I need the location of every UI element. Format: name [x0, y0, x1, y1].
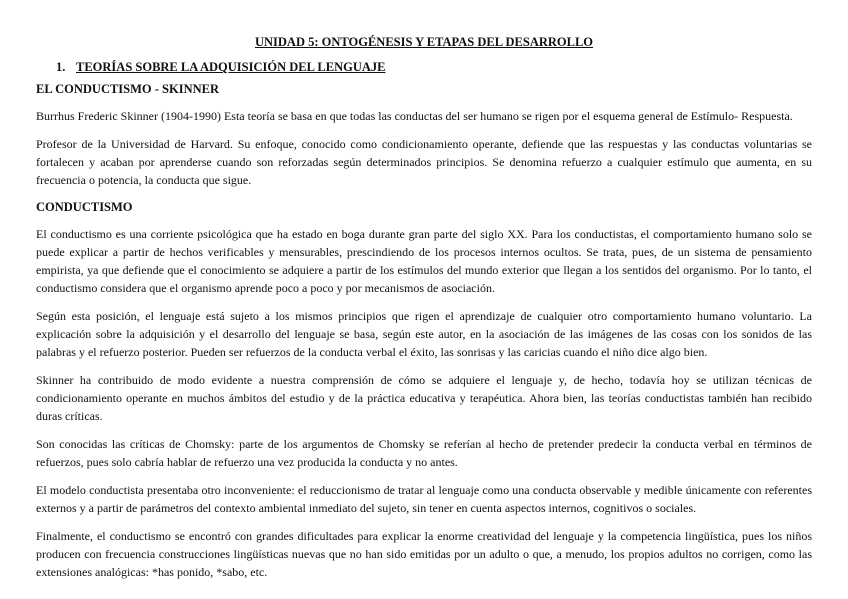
paragraph-conductismo-creatividad: Finalmente, el conductismo se encontró con grandes dificultades para explicar la enorme creatividad del lenguaje y la competencia lingüística, pues los niños producen con frecuencia construcciones lingüísticas nuevas que no han sido emitidas por un adulto o que, a menudo, los propios adultos no corrigen, como las extensiones analógicas: *has ponido, *sabo, etc. — [36, 529, 812, 579]
section-title-text: TEORÍAS SOBRE LA ADQUISICIÓN DEL LENGUAJE — [76, 60, 386, 74]
paragraph-conductismo-definition: El conductismo es una corriente psicológica que ha estado en boga durante gran parte del siglo XX. Para los conductistas, el comportamiento humano solo se puede explicar a partir de hechos verificables y mensurables, prescindiendo de los procesos internos ocultos. Se trata, pues, de un sistema de pensamiento empirista, ya que defiende que el conocimiento se adquiere a partir de los estímulos del mundo exterior que llegan a los sentidos del organismo. Por lo tanto, el conductismo considera que el organismo aprende poco a poco y por mecanismos de asociación. — [36, 227, 812, 295]
paragraph-conductismo-chomsky: Son conocidas las críticas de Chomsky: parte de los argumentos de Chomsky se referían al hecho de pretender predecir la conducta verbal en términos de refuerzos, pues solo cabría hablar de refuerzo una vez producida la conducta y no antes. — [36, 437, 812, 469]
heading-conductismo-skinner: EL CONDUCTISMO - SKINNER — [36, 82, 220, 96]
paragraph-skinner-harvard: Profesor de la Universidad de Harvard. Su enfoque, conocido como condicionamiento operante, defiende que las respuestas y las conductas voluntarias se fortalecen y acaban por aprenderse cuando son reforzadas según determinados principios. Se denomina refuerzo a cualquier estímulo que aumenta, en su frecuencia o potencia, la conducta que sigue. — [36, 137, 812, 187]
unit-title: UNIDAD 5: ONTOGÉNESIS Y ETAPAS DEL DESARROLLO — [254, 35, 594, 49]
section-title — [56, 60, 385, 75]
document-content — [36, 81, 812, 591]
paragraph-conductismo-lenguaje: Según esta posición, el lenguaje está sujeto a los mismos principios que rigen el aprendizaje de cualquier otro comportamiento humano voluntario. La explicación sobre la adquisición y el desarrollo del lenguaje se basa, según este autor, en la asociación de las imágenes de las cosas con los sonidos de las palabras y el refuerzo posterior. Pueden ser refuerzos de la conducta verbal el éxito, las sonrisas y las caricias cuando el niño dice algo bien. — [36, 309, 812, 359]
paragraph-skinner-intro: Burrhus Frederic Skinner (1904-1990) Esta teoría se basa en que todas las conductas del ser humano se rigen por el esquema general de Estímulo- Respuesta. — [36, 109, 793, 123]
paragraph-conductismo-skinner-contribution: Skinner ha contribuido de modo evidente a nuestra comprensión de cómo se adquiere el lenguaje y, de hecho, todavía hoy se utilizan técnicas de condicionamiento operante en muchos ámbitos del estudio y de la práctica educativa y terapéutica. Ahora bien, las teorías conductistas también han recibido duras críticas. — [36, 373, 812, 423]
paragraph-conductismo-reduccionismo: El modelo conductista presentaba otro inconveniente: el reduccionismo de tratar al lenguaje como una conducta observable y medible únicamente con referentes externos y a partir de parámetros del contexto ambiental inmediato del sujeto, sin tener en cuenta aspectos internos, cognitivos o sociales. — [36, 483, 812, 515]
section-number: 1. — [56, 60, 66, 74]
heading-conductismo: CONDUCTISMO — [36, 200, 133, 214]
